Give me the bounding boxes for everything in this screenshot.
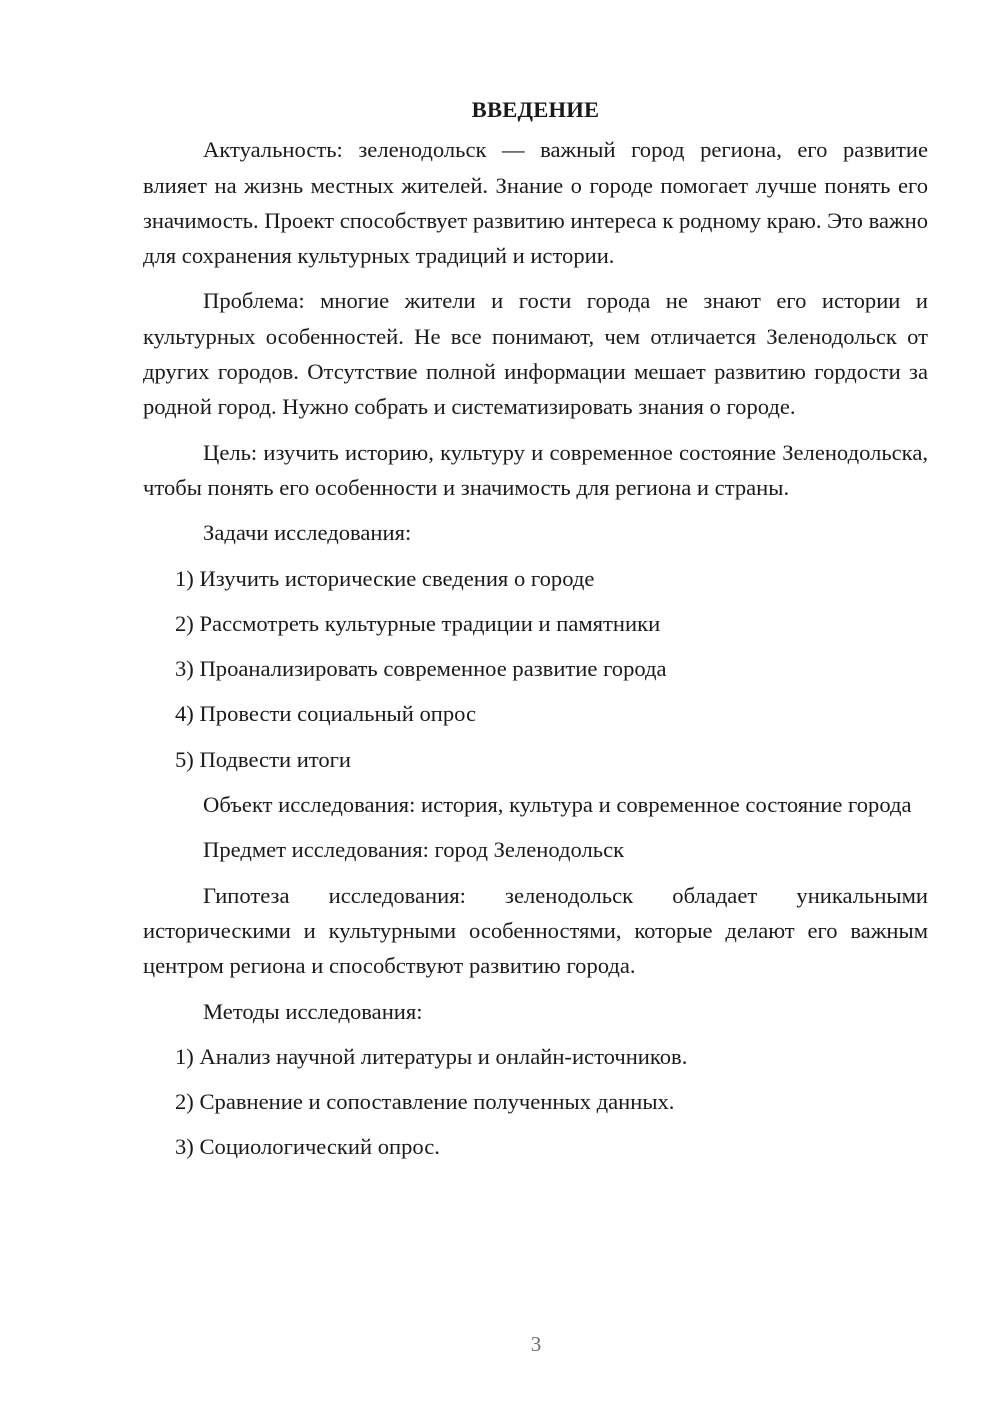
methods-list bbox=[143, 1039, 928, 1165]
list-item: 1) Анализ научной литературы и онлайн-источников. bbox=[175, 1043, 688, 1069]
methods-label: Методы исследования: bbox=[203, 998, 423, 1024]
tasks-list bbox=[143, 561, 928, 777]
page-number: 3 bbox=[530, 1332, 542, 1356]
list-item: 1) Изучить исторические сведения о городе bbox=[175, 565, 595, 591]
document-page bbox=[143, 92, 928, 1175]
list-item: 5) Подвести итоги bbox=[175, 746, 352, 772]
subject-paragraph: Предмет исследования: город Зеленодольск bbox=[203, 837, 625, 863]
list-item: 2) Сравнение и сопоставление полученных данных. bbox=[175, 1089, 675, 1115]
hypothesis-paragraph: Гипотеза исследования: зеленодольск обладает уникальными историческими и культурными особенностями, которые делают его важным центром региона и способствуют развитию города. bbox=[143, 882, 928, 979]
list-item: 4) Провести социальный опрос bbox=[175, 701, 477, 727]
list-item: 3) Проанализировать современное развитие города bbox=[175, 656, 667, 682]
list-item: 2) Рассмотреть культурные традиции и памятники bbox=[175, 610, 661, 636]
goal-paragraph: Цель: изучить историю, культуру и современное состояние Зеленодольска, чтобы понять его особенности и значимость для региона и страны. bbox=[143, 439, 928, 500]
section-title: ВВЕДЕНИЕ bbox=[471, 97, 600, 122]
object-paragraph: Объект исследования: история, культура и современное состояние города bbox=[203, 792, 912, 818]
problem-paragraph: Проблема: многие жители и гости города не знают его истории и культурных особенностей. Не все понимают, чем отличается Зеленодольск от других городов. Отсутствие полной информации мешает развитию гордости за родной город. Нужно собрать и систематизировать знания о городе. bbox=[143, 288, 928, 420]
relevance-paragraph: Актуальность: зеленодольск — важный город региона, его развитие влияет на жизнь местных жителей. Знание о городе помогает лучше понять его значимость. Проект способствует развитию интереса к родному краю. Это важно для сохранения культурных традиций и истории. bbox=[143, 137, 928, 269]
list-item: 3) Социологический опрос. bbox=[175, 1134, 440, 1160]
tasks-label: Задачи исследования: bbox=[203, 520, 412, 546]
